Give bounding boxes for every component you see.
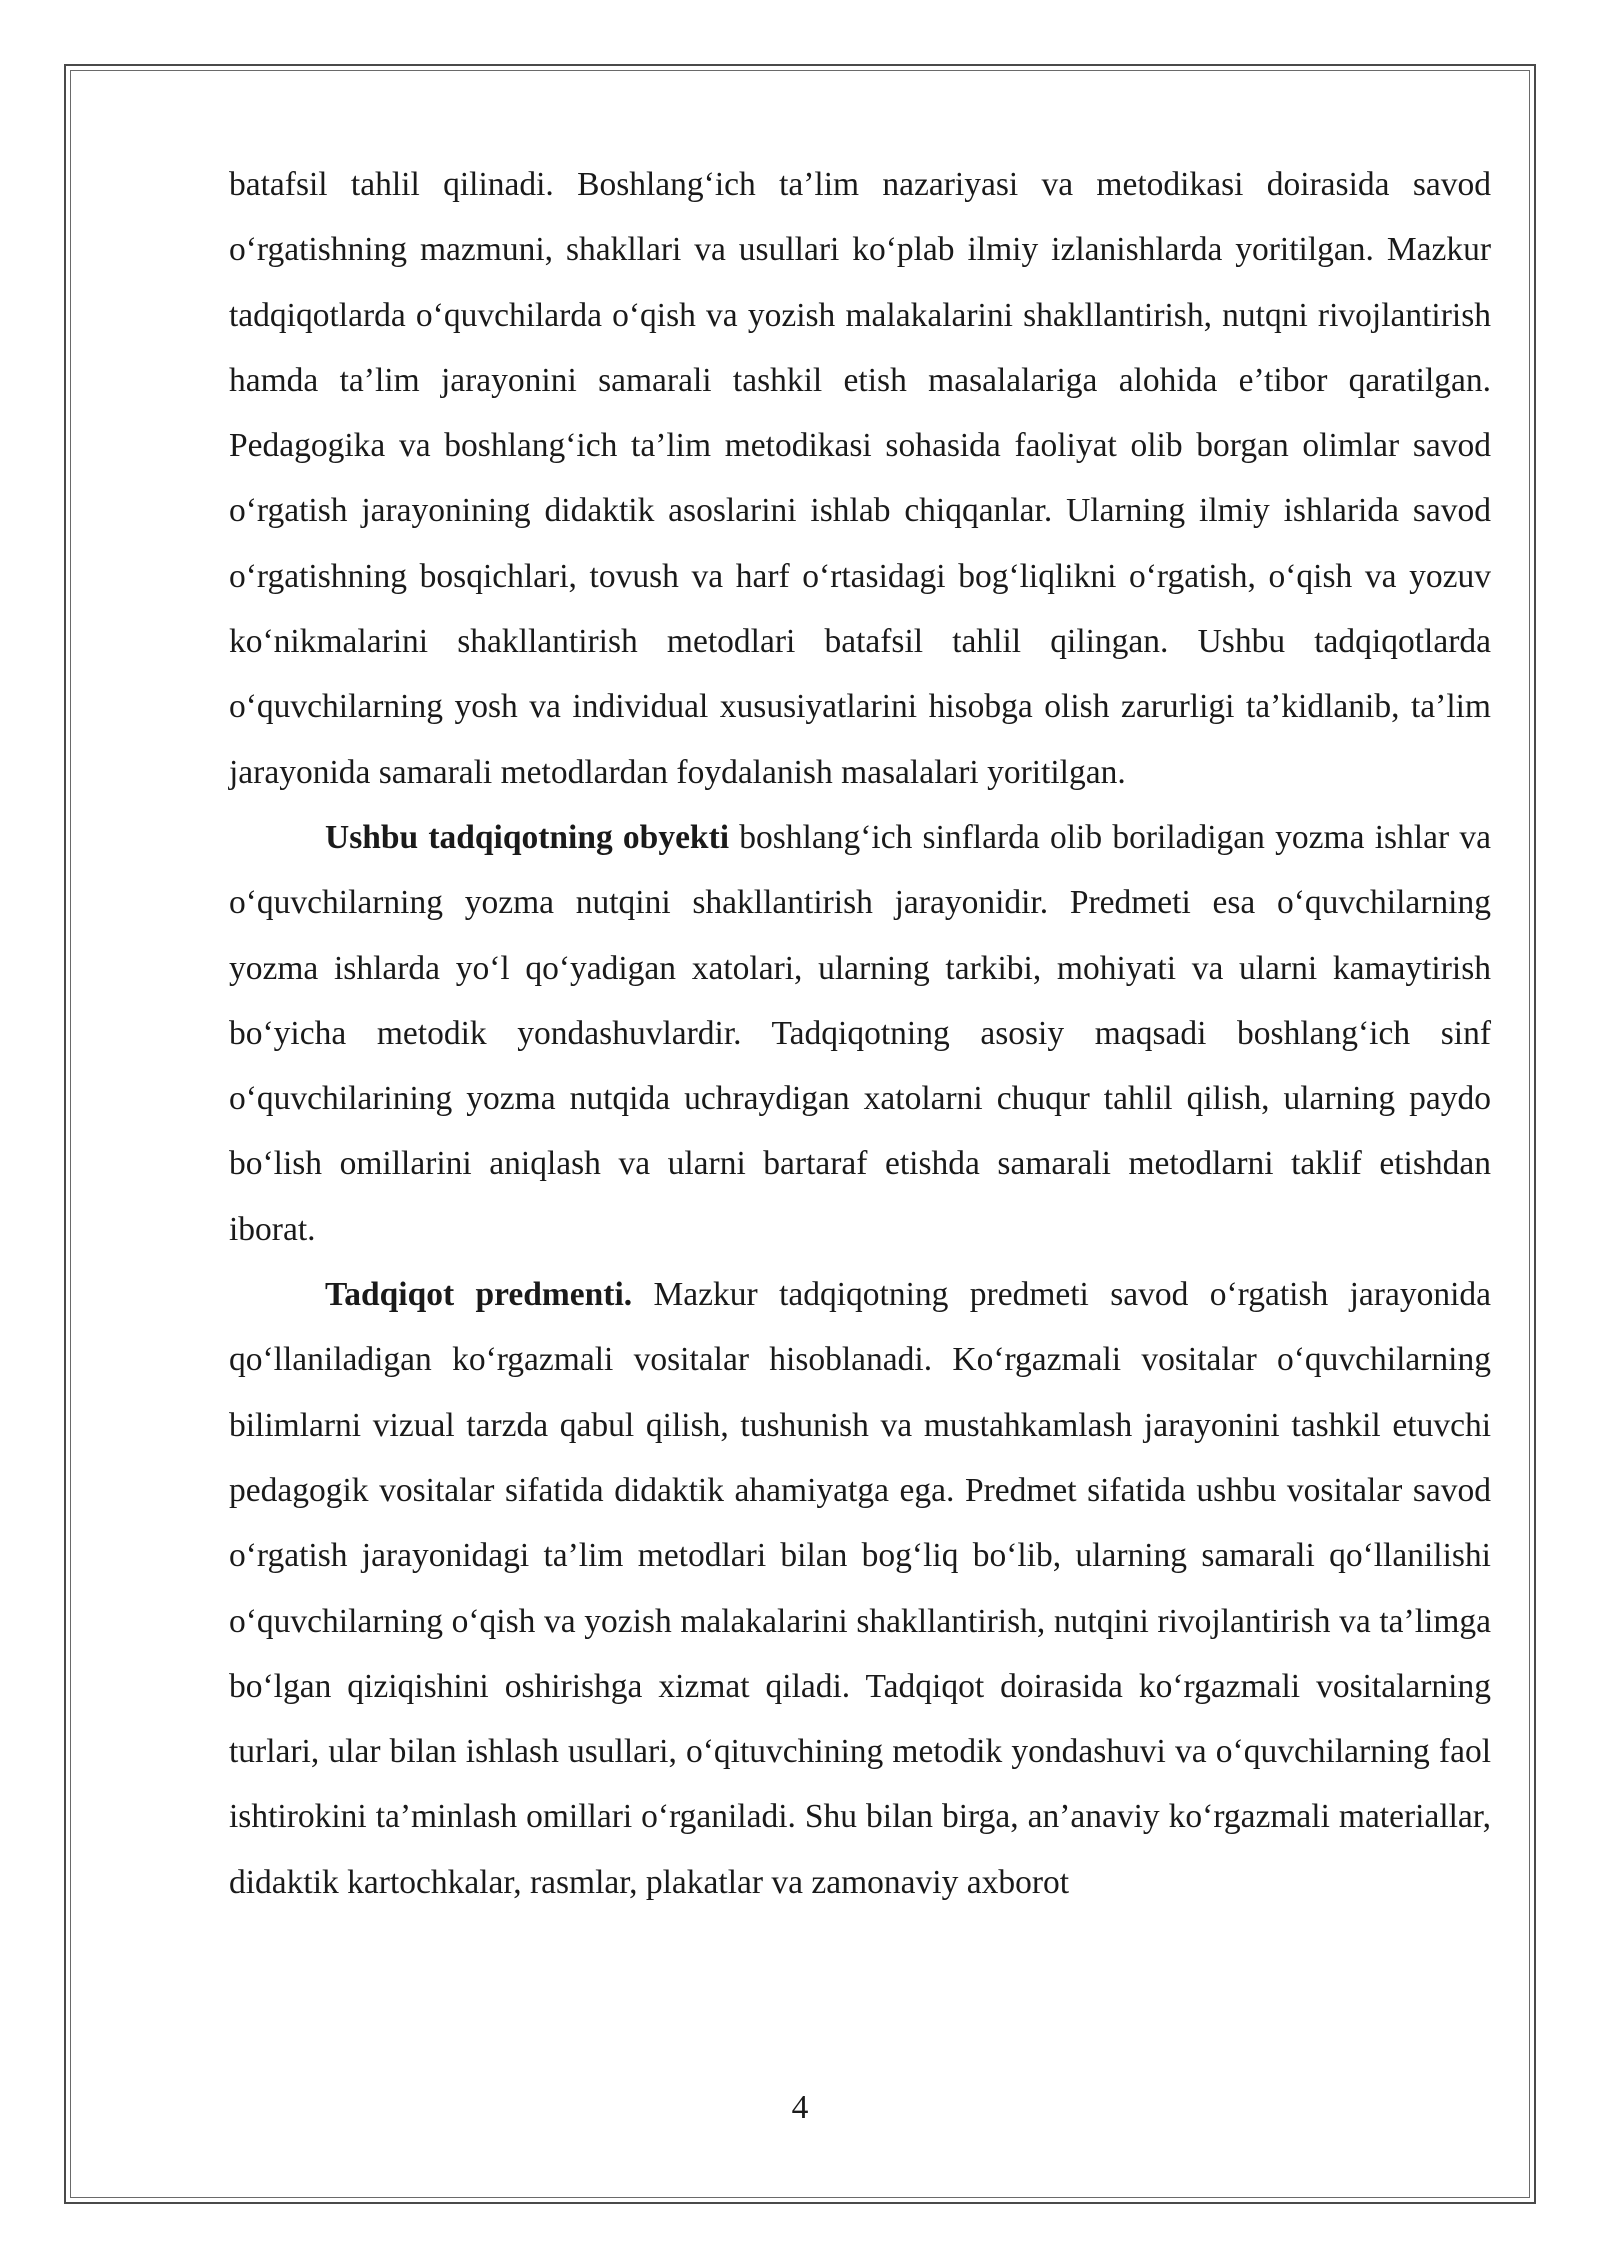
paragraph-research-subject (229, 1262, 1491, 1915)
document-body (229, 152, 1491, 1915)
paragraph-continuation: batafsil tahlil qilinadi. Boshlang‘ich ta’lim nazariyasi va metodikasi doirasida savod o‘rgatishning mazmuni, shakllari va usullari ko‘plab ilmiy izlanishlarda yoritilgan. Mazkur tadqiqotlarda o‘quvchilarda o‘qish va yozish malakalarini shakllantirish, nutqni rivojlantirish hamda ta’lim jarayonini samarali tashkil etish masalalariga alohida e’tibor qaratilgan. Pedagogika va boshlang‘ich ta’lim metodikasi sohasida faoliyat olib borgan olimlar savod o‘rgatish jarayonining didaktik asoslarini ishlab chiqqanlar. Ularning ilmiy ishlarida savod o‘rgatishning bosqichlari, tovush va harf o‘rtasidagi bog‘liqlikni o‘rgatish, o‘qish va yozuv ko‘nikmalarini shakllantirish metodlari batafsil tahlil qilingan. Ushbu tadqiqotlarda o‘quvchilarning yosh va individual xususiyatlarini hisobga olish zarurligi ta’kidlanib, ta’lim jarayonida samarali metodlardan foydalanish masalalari yoritilgan. (229, 166, 1491, 791)
paragraph-research-object (229, 805, 1491, 1262)
page-number: 4 (791, 2089, 809, 2126)
research-subject-heading: Tadqiqot predmenti. (325, 1276, 633, 1314)
research-subject-text: Mazkur tadqiqotning predmeti savod o‘rgatish jarayonida qo‘llaniladigan ko‘rgazmali vositalar hisoblanadi. Ko‘rgazmali vositalar o‘quvchilarning bilimlarni vizual tarzda qabul qilish, tushunish va mustahkamlash jarayonini tashkil etuvchi pedagogik vositalar sifatida didaktik ahamiyatga ega. Predmet sifatida ushbu vositalar savod o‘rgatish jarayonidagi ta’lim metodlari bilan bog‘liq bo‘lib, ularning samarali qo‘llanilishi o‘quvchilarning o‘qish va yozish malakalarini shakllantirish, nutqini rivojlantirish va ta’limga bo‘lgan qiziqishini oshirishga xizmat qiladi. Tadqiqot doirasida ko‘rgazmali vositalarning turlari, ular bilan ishlash usullari, o‘qituvchining metodik yondashuvi va o‘quvchilarning faol ishtirokini ta’minlash omillari o‘rganiladi. Shu bilan birga, an’anaviy ko‘rgazmali materiallar, didaktik kartochkalar, rasmlar, plakatlar va zamonaviy axborot (229, 1276, 1491, 1901)
research-object-heading: Ushbu tadqiqotning obyekti (325, 818, 730, 856)
research-object-text: boshlang‘ich sinflarda olib boriladigan yozma ishlar va o‘quvchilarning yozma nutqini shakllantirish jarayonidir. Predmeti esa o‘quvchilarning yozma ishlarda yo‘l qo‘yadigan xatolari, ularning tarkibi, mohiyati va ularni kamaytirish bo‘yicha metodik yondashuvlardir. Tadqiqotning asosiy maqsadi boshlang‘ich sinf o‘quvchilarining yozma nutqida uchraydigan xatolarni chuqur tahlil qilish, ularning paydo bo‘lish omillarini aniqlash va ularni bartaraf etishda samarali metodlarni taklif etishdan iborat. (229, 818, 1491, 1248)
